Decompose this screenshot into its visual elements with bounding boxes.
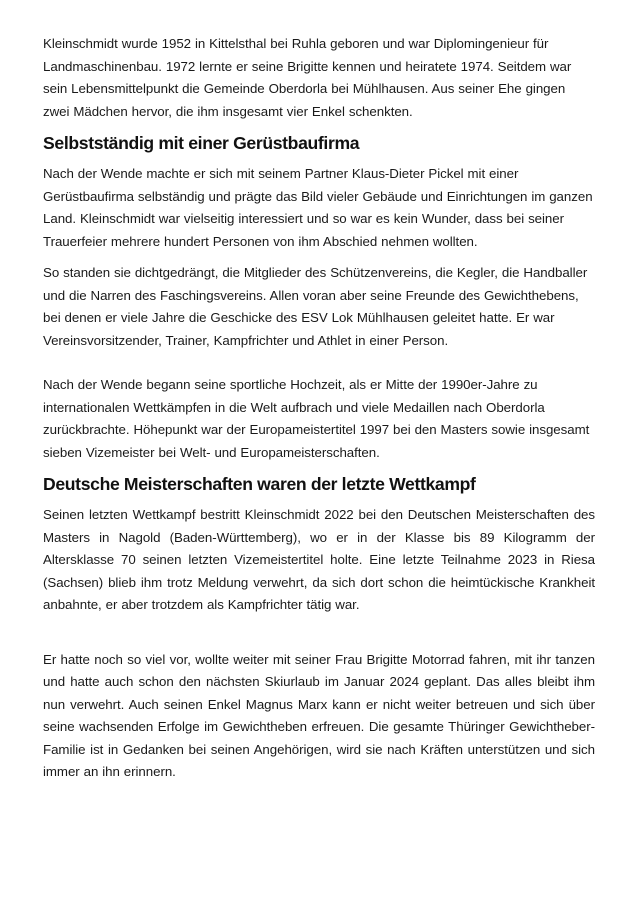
spacer <box>43 154 595 163</box>
heading-scaffolding-company: Selbstständig mit einer Gerüstbaufirma <box>43 133 360 153</box>
spacer <box>43 253 595 262</box>
spacer <box>43 495 595 504</box>
spacer <box>43 464 595 473</box>
paragraph-funeral-attendees: So standen sie dichtgedrängt, die Mitglieder des Schützenvereins, die Kegler, die Handballer und die Narren des Faschingsvereins. Allen voran aber seine Freunde des Gewichthebens, bei denen er viele Jahre die Geschicke des ESV Lok Mühlhausen geleitet hatte. Er war Vereinsvorsitzender, Trainer, Kampfrichter und Athlet in einer Person. <box>43 265 588 348</box>
heading-last-competition: Deutsche Meisterschaften waren der letzte Wettkampf <box>43 474 476 494</box>
paragraph-sporting-career: Nach der Wende begann seine sportliche Hochzeit, als er Mitte der 1990er-Jahre zu internationalen Wettkämpfen in die Welt aufbrach und viele Medaillen nach Oberdorla zurückbrachte. Höhepunkt war der Europameistertitel 1997 bei den Masters sowie insgesamt sieben Vizemeister bei Welt- und Europameisterschaften. <box>43 377 590 460</box>
spacer <box>43 123 595 132</box>
paragraph-closing: Er hatte noch so viel vor, wollte weiter mit seiner Frau Brigitte Motorrad fahren, mit ihr tanzen und hatte auch schon den nächsten Skiurlaub im Januar 2024 geplant. Das alles bleibt ihm nun verwehrt. Auch seinen Enkel Magnus Marx kann er nicht weiter betreuen und sich über seine wachsenden Erfolge im Gewichtheben erfreuen. Die gesamte Thüringer Gewichtheber-Familie ist in Gedanken bei seinen Angehörigen, wird sie nach Kräften unterstützen und sich immer an ihn erinnern. <box>43 651 595 779</box>
paragraph-biography: Kleinschmidt wurde 1952 in Kittelsthal bei Ruhla geboren und war Diplomingenieur für Landmaschinenbau. 1972 lernte er seine Brigitte kennen und heiratete 1974. Seitdem war sein Lebensmittelpunkt die Gemeinde Oberdorla bei Mühlhausen. Aus seiner Ehe gingen zwei Mädchen hervor, die ihm insgesamt vier Enkel schenkten. <box>43 36 572 119</box>
article-body <box>43 33 595 784</box>
paragraph-last-competition: Seinen letzten Wettkampf bestritt Kleinschmidt 2022 bei den Deutschen Meisterschaften des Masters in Nagold (Baden-Württemberg), wo er in der Klasse bis 89 Kilogramm der Altersklasse 70 seinen letzten Vizemeistertitel holte. Eine letzte Teilnahme 2023 in Riesa (Sachsen) blieb ihm trotz Meldung verwehrt, da sich dort schon die heimtückische Krankheit anbahnte, er aber trotzdem als Kampfrichter tätig war. <box>43 507 595 612</box>
spacer <box>43 617 595 649</box>
spacer <box>43 352 595 374</box>
paragraph-after-reunification: Nach der Wende machte er sich mit seinem Partner Klaus-Dieter Pickel mit einer Gerüstbaufirma selbständig und prägte das Bild vieler Gebäude und Einrichtungen im ganzen Land. Kleinschmidt war vielseitig interessiert und so war es kein Wunder, dass bei seiner Trauerfeier mehrere hundert Personen von ihm Abschied nehmen wollten. <box>43 166 593 249</box>
